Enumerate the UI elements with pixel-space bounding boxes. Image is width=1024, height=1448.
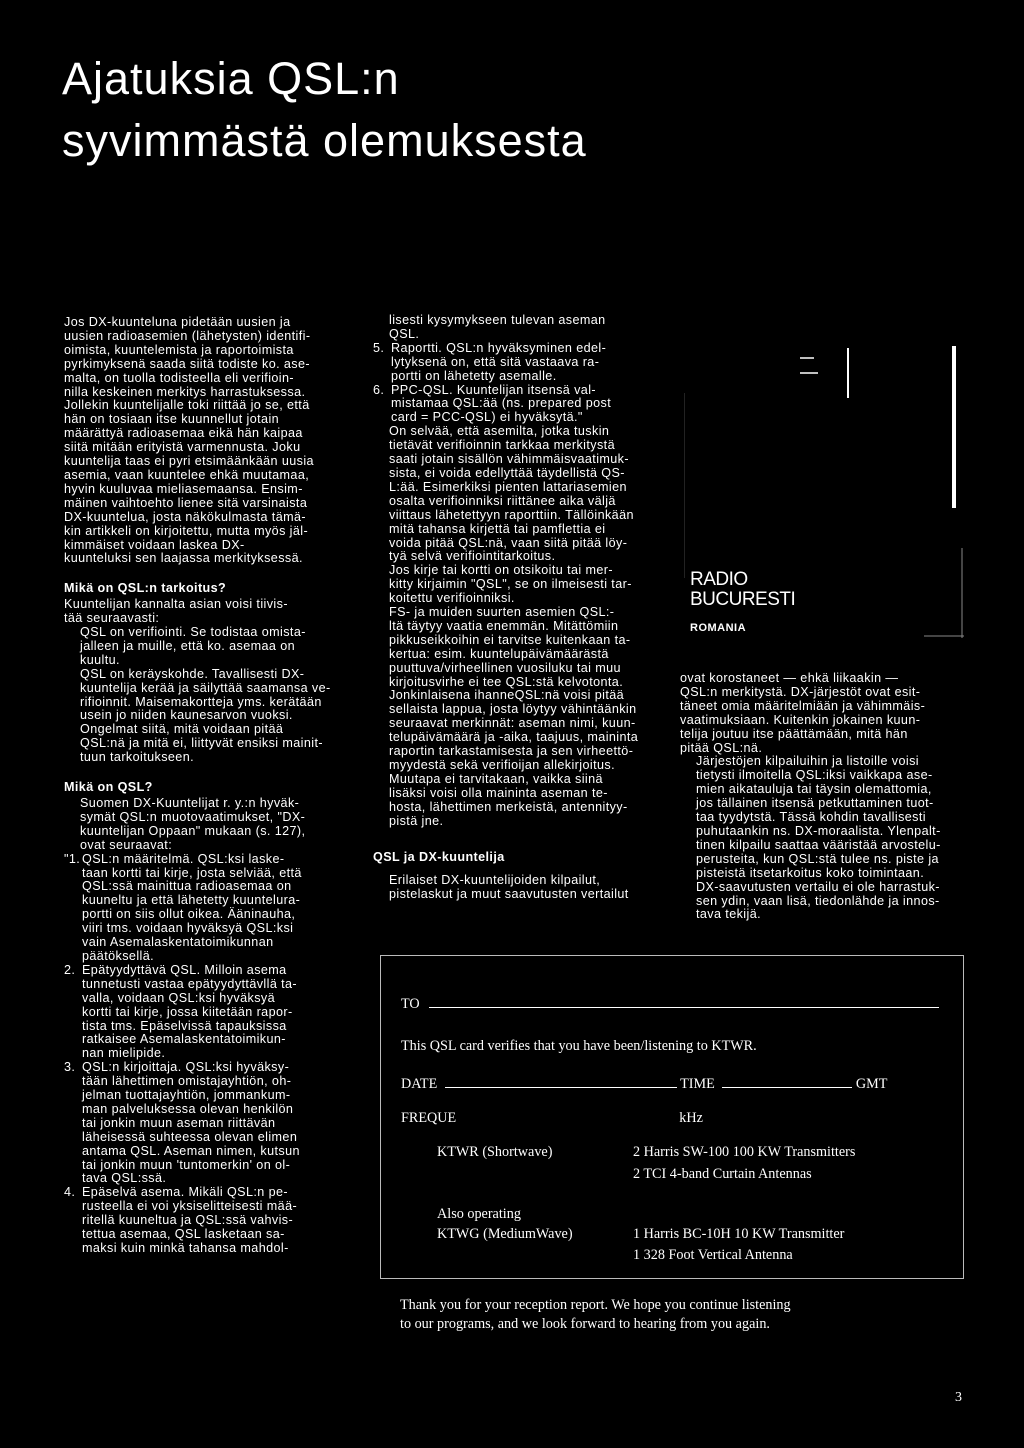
text-line: kitty kirjaimin "QSL", se on ilmeisesti tar- xyxy=(389,577,632,592)
text-line: tää seuraavasti: xyxy=(64,611,160,626)
text-line: pistelaskut ja muut saavutusten vertailut xyxy=(389,887,629,902)
text-line: kuuntelijan Oppaan" mukaan (s. 127), xyxy=(80,823,306,838)
text-line: vaatimuksiaan. Kuitenkin jokainen kuun- xyxy=(680,712,921,727)
text-line: myydestä sekä verifioijan allekirjoitus. xyxy=(389,758,615,772)
text-line: nan mielipide. xyxy=(82,1046,166,1061)
card-ktwg-equipment-2: 1 328 Foot Vertical Antenna xyxy=(633,1247,793,1263)
article-title xyxy=(62,48,587,172)
text-line: ovat seuraavat: xyxy=(80,837,173,852)
card-ktwr-equipment-2: 2 TCI 4-band Curtain Antennas xyxy=(633,1166,812,1182)
card-freq-row xyxy=(401,1110,703,1127)
text-line: ritellä kuuneltua ja QSL:ssä vahvis- xyxy=(82,1213,294,1228)
text-line: hosta, lähettimen merkeistä, antennityy- xyxy=(389,799,628,814)
text-line: QSL. xyxy=(389,326,420,341)
text-line: Raportti. QSL:n hyväksyminen edel- xyxy=(391,340,607,355)
text-line: uusien radioasemien (lähetysten) identifi- xyxy=(64,328,311,343)
text-line: asemia, vaan kuuntelee ehkä muutamaa, xyxy=(64,467,310,482)
paragraph xyxy=(64,797,346,853)
text-line: sen ydin, vaan lisä, tiedonlähde ja innos- xyxy=(696,893,940,908)
paragraph xyxy=(64,668,346,724)
card-thanks xyxy=(400,1296,791,1334)
text-line: QSL:n kirjoittaja. QSL:ksi hyväksy- xyxy=(82,1060,290,1075)
list-item-number: 5. xyxy=(373,340,385,355)
text-line: mitä tahansa kirjettä tai pamflettia ei xyxy=(389,521,606,536)
text-line: usein jo niiden kaunesarvon vuoksi. xyxy=(80,708,293,723)
text-line: pyrkimyksenä saada siitä todiste ko. ase- xyxy=(64,356,310,371)
text-line: DX-kuuntelua, josta näkökulmasta tämä- xyxy=(64,509,306,524)
card-gmt-label: GMT xyxy=(855,1076,888,1092)
text-line: tään lähettimen omistajayhtiön, oh- xyxy=(82,1074,292,1089)
text-line: pikkuseikkoihin ei tarvitse kuitenkaan ta- xyxy=(389,632,631,647)
text-line: puhutaankin ns. DX-moraalista. Ylenpalt- xyxy=(696,823,941,838)
list-item-number: "1. xyxy=(64,851,81,866)
text-line: kimmäiset voidaan laskea DX- xyxy=(64,537,245,552)
text-line: maksi kuin minkä tahansa mahdol- xyxy=(82,1241,289,1255)
text-line: Ongelmat siitä, mitä voidaan pitää xyxy=(80,722,284,737)
text-line: telija joutuu itse päättämään, mitä hän xyxy=(680,726,908,741)
text-line: kuunteluksi sen laajassa merkityksessä. xyxy=(64,551,303,566)
card-time-label: TIME xyxy=(680,1076,715,1092)
text-line: tyä selvä verifiointitarkoitus. xyxy=(389,549,556,564)
card-time-line xyxy=(722,1087,852,1088)
text-line: On selvää, että asemilta, jotka tuskin xyxy=(389,424,610,439)
text-line: viiri tms. voidaan hyväksyä QSL:ksi xyxy=(82,921,294,936)
paragraph xyxy=(373,425,661,564)
list-item-number: 4. xyxy=(64,1185,76,1200)
text-line: rifioinnit. Maisemakortteja yms. kerätään xyxy=(80,694,322,709)
text-line: DX-saavutusten vertailu ei ole harrastuk- xyxy=(696,879,940,894)
card-also-operating: Also operating xyxy=(437,1206,521,1222)
text-line: PPC-QSL. Kuuntelijan itsensä val- xyxy=(391,382,596,397)
list-item-body xyxy=(82,853,302,964)
page-number: 3 xyxy=(955,1390,962,1405)
list-item xyxy=(64,853,346,964)
text-line: oimista, kuuntelemista ja raportoimista xyxy=(64,342,294,357)
list-item xyxy=(64,1186,346,1256)
text-line: perusteita, kun QSL:stä tulee ns. piste ja xyxy=(696,851,939,866)
text-line: puuttuva/virheellinen vuosiluku tai muu xyxy=(389,660,621,675)
text-line: lisäksi voisi olla maininta aseman te- xyxy=(389,785,608,800)
text-line: tietävät verifioinnin tarkkaa merkitystä xyxy=(389,438,615,453)
text-line: Epäselvä asema. Mikäli QSL:n pe- xyxy=(82,1185,288,1200)
numbered-list xyxy=(64,853,346,1256)
text-line: sellaista lappua, josta löytyy vähintäänkin xyxy=(389,702,637,717)
text-line: tava tekijä. xyxy=(696,907,762,922)
text-line: QSL on verifiointi. Se todistaa omista- xyxy=(80,625,306,640)
paragraph xyxy=(373,564,661,606)
list-item-body xyxy=(82,964,297,1061)
paragraph xyxy=(373,314,661,342)
text-line: Erilaiset DX-kuuntelijoiden kilpailut, xyxy=(389,873,601,888)
text-line: pistä jne. xyxy=(389,813,444,828)
list-item-body xyxy=(391,384,611,426)
card-freq-label: FREQUE xyxy=(401,1110,457,1126)
text-line: koitettu verifioinniksi. xyxy=(389,591,515,606)
text-line: tinen kilpailu saattaa vääristää arvostelu- xyxy=(696,837,941,852)
text-line: mäinen vaihtoehto lienee sitä varsinaista xyxy=(64,495,308,510)
text-line: täneet omia määritelmiään ja vähimmäis- xyxy=(680,698,926,713)
text-line: läheisessä suhteessa olevan elimen xyxy=(82,1129,298,1144)
text-line: Jos kirje tai kortti on otsikoitu tai mer- xyxy=(389,563,613,578)
text-line: ovat korostaneet — ehkä liikaakin — xyxy=(680,671,899,685)
text-line: antama QSL. Aseman nimen, kutsun xyxy=(82,1143,300,1158)
list-item-number: 2. xyxy=(64,962,76,977)
text-line: FS- ja muiden suurten asemien QSL:- xyxy=(389,605,615,620)
title-line-1: Ajatuksia QSL:n xyxy=(62,53,400,104)
text-line: QSL:ssä mainittua radioasemaa on xyxy=(82,879,292,894)
text-line: kortti tai kirje, jossa kiitetään rapor- xyxy=(82,1004,293,1019)
text-line: taa tyydytstä. Tässä kohdin tavallisesti xyxy=(696,810,926,825)
text-line: Järjestöjen kilpailuihin ja listoille voisi xyxy=(696,754,919,769)
text-line: card = PCC-QSL) ei hyväksytä." xyxy=(391,410,583,425)
card-ktwr: KTWR (Shortwave) xyxy=(437,1144,553,1160)
text-line: seuraavat merkinnät: aseman nimi, kuun- xyxy=(389,716,636,731)
card-thanks-line-1: Thank you for your reception report. We hope you continue listening xyxy=(400,1297,791,1313)
text-line: man palveluksessa olevan henkilön xyxy=(82,1101,294,1116)
text-line: voida pitää QSL:nä, vaan siitä pitää löy- xyxy=(389,535,628,550)
text-line: pitää QSL:nä. xyxy=(680,740,763,755)
text-line: Jonkinlaisena ihanneQSL:nä voisi pitää xyxy=(389,688,625,703)
list-item xyxy=(64,964,346,1061)
text-line: ltä täytyy vaatia enemmän. Mitättömiin xyxy=(389,618,619,633)
list-item xyxy=(373,342,661,384)
radio-logo-line: RADIO xyxy=(690,569,748,590)
text-line: hän on tosiaan itse kuunnellut jotain xyxy=(64,412,280,427)
text-line: QSL:nä ja mitä ei, liittyvät ensiksi mainit- xyxy=(80,736,323,751)
text-line: Jollekin kuuntelijalle toki riittää jo se, että xyxy=(64,398,310,413)
text-line: tista tms. Epäselvissä tapauksissa xyxy=(82,1018,287,1033)
card-verifies-text: This QSL card verifies that you have been/listening to KTWR. xyxy=(401,1038,757,1054)
list-item-number: 3. xyxy=(64,1060,76,1075)
radio-logo-country: ROMANIA xyxy=(690,622,747,634)
column-right xyxy=(680,672,964,922)
card-to-line xyxy=(429,1007,939,1008)
text-line: jos tällainen itsensä petkuttaminen tuot- xyxy=(696,796,934,811)
text-line: kuuneltu ja että lähetetty kuuntelura- xyxy=(82,893,301,908)
text-line: hyvin kuuluvaa mieliasemaansa. Ensim- xyxy=(64,481,303,496)
list-item-body xyxy=(82,1186,297,1256)
list-item-number: 6. xyxy=(373,382,385,397)
list-item xyxy=(64,1061,346,1186)
text-line: kirjoitusvirhe ei tee QSL:stä kelvotonta. xyxy=(389,674,624,689)
card-ktwg: KTWG (MediumWave) xyxy=(437,1226,573,1242)
text-line: Suomen DX-Kuuntelijat r. y.:n hyväk- xyxy=(80,796,300,810)
card-to-row xyxy=(401,996,939,1013)
text-line: Epätyydyttävä QSL. Milloin asema xyxy=(82,962,287,977)
text-line: siitä mitään erityistä varmennusta. Joku xyxy=(64,440,301,455)
paragraph xyxy=(64,723,346,765)
text-line: vain Asemalaskentatoimikunnan xyxy=(82,935,274,950)
text-line: valla, voidaan QSL:ksi hyväksyä xyxy=(82,990,275,1005)
numbered-list xyxy=(373,342,661,425)
ktwr-qsl-card xyxy=(380,955,964,1279)
text-line: jelman tuottajayhtiön, jommankum- xyxy=(82,1088,291,1103)
paragraph xyxy=(680,755,964,922)
list-item-body xyxy=(391,342,606,384)
text-line: raportin tarkastamisesta ja sen virheettö- xyxy=(389,744,634,759)
text-line: viittaus lähetettyyn raporttiin. Tällöinkään xyxy=(389,507,634,522)
text-line: lytyksenä on, että sitä vastaava ra- xyxy=(391,354,600,369)
text-line: kuultu. xyxy=(80,652,120,667)
text-line: pisteistä itsetarkoitus koko toimintaan. xyxy=(696,865,925,880)
text-line: tuun tarkoitukseen. xyxy=(80,750,195,765)
text-line: symät QSL:n muotovaatimukset, "DX- xyxy=(80,809,306,824)
text-line: päätöksellä. xyxy=(82,948,155,963)
text-line: taan kortti tai kirje, josta selviää, että xyxy=(82,865,302,880)
card-khz-label: kHz xyxy=(679,1110,703,1126)
text-line: Kuuntelijan kannalta asian voisi tiivis- xyxy=(64,597,288,612)
text-line: rusteella ei voi yksiselitteisesti mää- xyxy=(82,1199,298,1214)
title-line-2: syvimmästä olemuksesta xyxy=(62,115,587,166)
text-line: kuuntelija kerää ja säilyttää saamansa ve- xyxy=(80,680,331,695)
text-line: tava QSL:ssä. xyxy=(82,1171,167,1186)
paragraph xyxy=(373,874,661,902)
text-line: osalta verifioinniksi riittänee aika väljä xyxy=(389,493,616,508)
card-date-label: DATE xyxy=(401,1076,438,1092)
list-item-body xyxy=(82,1061,300,1186)
intro-paragraph xyxy=(64,316,346,566)
text-line: lisesti kysymykseen tulevan aseman xyxy=(389,313,606,327)
text-line: QSL on keräyskohde. Tavallisesti DX- xyxy=(80,666,305,681)
text-line: portti on siis ollut oikea. Ääninauha, xyxy=(82,907,296,922)
text-line: portti on lähetetty asemalle. xyxy=(391,368,557,383)
text-line: tietysti ilmoitella QSL:iksi vaikkapa ase- xyxy=(696,768,933,783)
text-line: tai jonkin muun aseman riittävän xyxy=(82,1115,276,1130)
text-line: mien aikatauluja tai täysin olemattomia, xyxy=(696,782,932,797)
paragraph xyxy=(64,626,346,668)
text-line: mistamaa QSL:ää (ns. prepared post xyxy=(391,396,612,411)
paragraph xyxy=(64,598,346,626)
text-line: L:ää. Esimerkiksi pienten lattariasemien xyxy=(389,479,627,494)
text-line: tunnetusti vastaa epätyydyttävllä ta- xyxy=(82,976,298,991)
paragraph xyxy=(373,606,661,829)
card-ktwg-equipment-1: 1 Harris BC-10H 10 KW Transmitter xyxy=(633,1226,845,1242)
text-line: määrättyä radioasemaa eikä hän kaipaa xyxy=(64,426,303,441)
text-line: tettua asemaa, QSL lasketaan sa- xyxy=(82,1227,285,1242)
paragraph xyxy=(680,672,964,755)
text-line: kertua: esim. kuuntelupäivämäärästä xyxy=(389,646,609,661)
text-line: saati jotain sisällön vähimmäisvaatimuk- xyxy=(389,452,629,467)
text-line: nilla keskeinen merkitys harrastuksessa. xyxy=(64,384,306,399)
text-line: QSL:n merkitystä. DX-järjestöt ovat esit- xyxy=(680,684,921,699)
text-line: kuuntelija taas ei pyri etsimäänkään uusia xyxy=(64,454,314,469)
text-line: Jos DX-kuunteluna pidetään uusien ja xyxy=(64,315,291,329)
text-line: malta, on tuolla todisteella eli verifioin- xyxy=(64,370,295,385)
heading-qsl-and-dx: QSL ja DX-kuuntelija xyxy=(373,849,505,864)
radio-bucuresti-logo xyxy=(690,570,795,638)
card-date-row xyxy=(401,1076,887,1093)
radio-logo-line: BUCURESTI xyxy=(690,589,796,610)
text-line: QSL:n määritelmä. QSL:ksi laske- xyxy=(82,851,285,866)
text-line: jalleen ja muille, että ko. asemaa on xyxy=(80,638,296,653)
text-line: telupäivämäärä ja -aika, taajuus, maininta xyxy=(389,730,639,745)
text-line: sista, ei voida edellyttää täydellistä QS- xyxy=(389,465,625,480)
heading-qsl-purpose: Mikä on QSL:n tarkoitus? xyxy=(64,581,227,596)
card-thanks-line-2: to our programs, and we look forward to hearing from you again. xyxy=(400,1316,770,1332)
card-to-label: TO xyxy=(401,996,420,1012)
column-left xyxy=(64,316,346,1256)
text-line: Muutapa ei tarvitakaan, vaikka siinä xyxy=(389,771,603,786)
text-line: kin artikkeli on kirjoitettu, mutta myös jäl- xyxy=(64,523,309,538)
column-middle xyxy=(373,314,661,902)
card-ktwr-equipment-1: 2 Harris SW-100 100 KW Transmitters xyxy=(633,1144,856,1160)
text-line: tai jonkin muun 'tuntomerkin' on ol- xyxy=(82,1157,291,1172)
text-line: ratkaisee Asemalaskentatoimikun- xyxy=(82,1032,286,1047)
card-date-line xyxy=(445,1087,677,1088)
list-item xyxy=(373,384,661,426)
heading-what-is-qsl: Mikä on QSL? xyxy=(64,780,153,795)
